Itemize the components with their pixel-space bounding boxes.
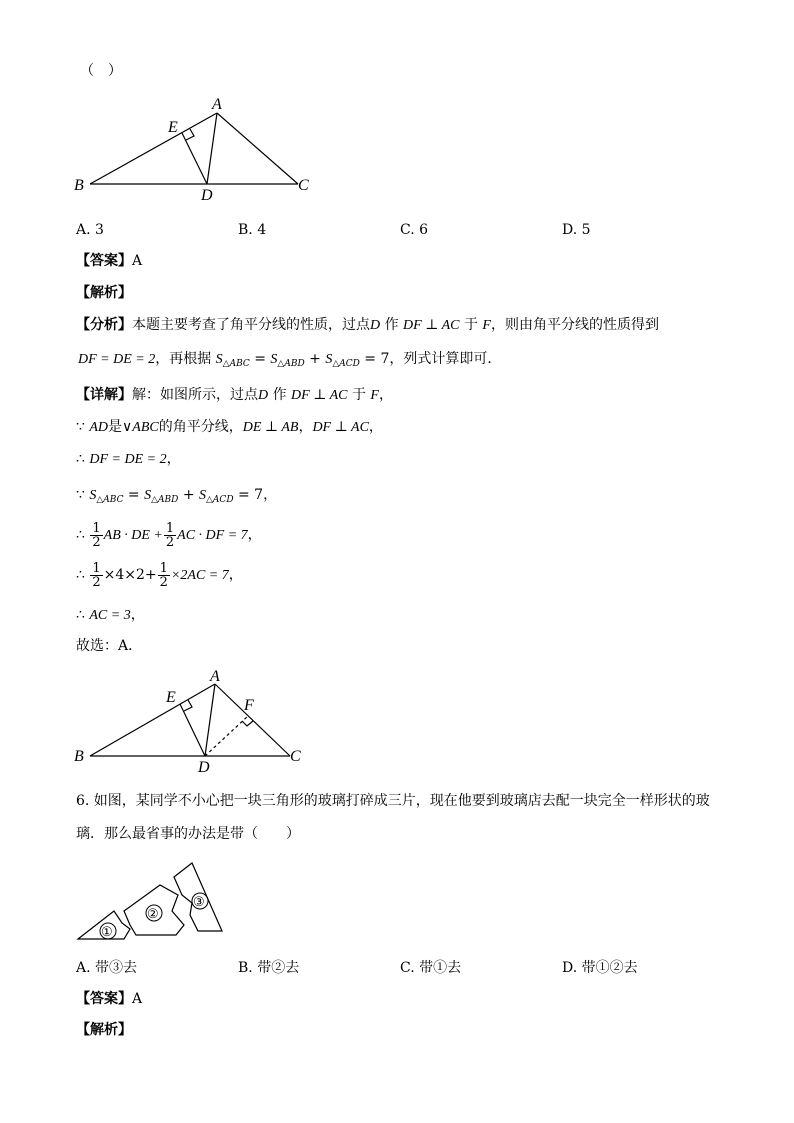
fraction-numerator: 1	[92, 520, 101, 536]
label-A: A	[210, 668, 220, 685]
glass-pieces-figure	[74, 855, 234, 945]
xiangjie-point-f: F	[370, 388, 379, 403]
answer-value: A	[132, 253, 143, 269]
fraction-denominator: 2	[159, 574, 168, 590]
fraction-numerator: 1	[159, 560, 168, 576]
q6-option-d[interactable]: D. 带①②去	[562, 960, 638, 976]
label-C: C	[290, 748, 301, 765]
label-E: E	[166, 689, 176, 706]
step1-de-ab: DE ⊥ AB	[242, 420, 299, 435]
fraction-half	[164, 522, 176, 549]
q6-answer	[76, 990, 142, 1008]
label-D: D	[201, 187, 213, 204]
triangle-figure-2	[70, 664, 320, 776]
q5-step-1	[76, 418, 383, 437]
q5-choice: 故选：A．	[76, 638, 143, 654]
because-symbol: ∵	[76, 419, 85, 435]
step4-end: ，	[247, 527, 262, 543]
q5-step-5	[76, 560, 243, 591]
fenxi-text-3: 于	[463, 317, 478, 333]
fenxi-eq-sign: =	[254, 351, 266, 367]
fraction-half	[158, 562, 170, 589]
fenxi-point-f: F	[482, 318, 491, 333]
segment-AC	[217, 113, 298, 184]
fenxi-sub-acd: △ACD	[332, 359, 360, 369]
fenxi-perp: DF ⊥ AC	[403, 318, 460, 333]
segment-DF-dashed	[205, 716, 248, 756]
label-B: B	[74, 177, 84, 194]
xiangjie-text-4: ，	[378, 387, 393, 403]
label-A: A	[212, 96, 222, 113]
fenxi-eq-dfde: DF = DE = 2	[78, 352, 156, 367]
step5-part-b: ×2AC = 7	[170, 568, 229, 583]
step6-ac: AC = 3	[89, 608, 131, 623]
fraction-half	[90, 522, 102, 549]
fenxi-text-6: ，列式计算即可．	[389, 351, 502, 367]
segment-ED	[182, 133, 207, 184]
fenxi-s-acd: S	[325, 352, 333, 367]
fenxi-s-abc: S	[215, 352, 223, 367]
fraction-numerator: 1	[165, 520, 175, 536]
right-angle-mark-F	[242, 721, 253, 726]
question-bracket: （ ）	[80, 63, 122, 79]
step1-comma: ，	[298, 419, 313, 435]
step1-end: ，	[368, 419, 383, 435]
q5-option-d[interactable]: D. 5	[562, 222, 591, 238]
q6-analysis-tag: 【解析】	[76, 1022, 132, 1038]
xiangjie-tag: 【详解】	[76, 387, 132, 403]
step5-part-a: ×4×2+	[103, 567, 157, 583]
q6-question-line-2: 璃．那么最省事的办法是带（ ）	[76, 826, 300, 842]
q6-option-b[interactable]: B. 带②去	[238, 960, 300, 976]
answer-value: A	[132, 991, 143, 1007]
q5-fenxi-line-2	[78, 350, 501, 373]
step3-s-abc: S	[89, 488, 97, 503]
step3-s-abd: S	[144, 488, 152, 503]
label-F: F	[244, 697, 254, 714]
label-B: B	[74, 748, 84, 765]
step3-sub-abd: △ABD	[151, 495, 179, 505]
fenxi-sub-abd: △ABD	[277, 359, 305, 369]
fraction-numerator: 1	[92, 560, 101, 576]
fenxi-text-1: 本题主要考查了角平分线的性质，过点	[132, 317, 370, 333]
xiangjie-text-2: 作	[272, 387, 287, 403]
segment-ED	[180, 704, 205, 756]
step3-end: ，	[263, 487, 278, 503]
xiangjie-point-d: D	[258, 388, 269, 403]
q5-option-a[interactable]: A. 3	[76, 222, 104, 238]
segment-BA	[90, 684, 215, 756]
q5-xiangjie-line-1	[76, 386, 393, 405]
q6-option-c[interactable]: C. 带①去	[400, 960, 462, 976]
step4-ab-de: AB · DE +	[103, 528, 163, 543]
therefore-symbol: ∴	[76, 527, 85, 543]
fenxi-s-abd: S	[270, 352, 278, 367]
segment-AD	[205, 684, 215, 756]
therefore-symbol: ∴	[76, 567, 85, 583]
step1-text-2: 的角平分线，	[158, 419, 243, 435]
q5-step-3	[76, 486, 277, 509]
segment-AD	[207, 113, 217, 184]
step5-end: ，	[228, 567, 243, 583]
q6-option-a[interactable]: A. 带③去	[76, 960, 138, 976]
step3-eq-seven: = 7	[238, 487, 264, 503]
answer-tag: 【答案】	[76, 991, 132, 1007]
step2-end: ，	[166, 451, 181, 467]
step1-text-1: 是	[108, 419, 123, 435]
segment-AC	[215, 684, 290, 756]
q5-fenxi-line-1	[76, 316, 659, 335]
q5-step-4	[76, 520, 262, 551]
fenxi-text-5: ，再根据	[155, 351, 212, 367]
therefore-symbol: ∴	[76, 607, 85, 623]
step3-plus-sign: +	[182, 487, 195, 503]
answer-tag: 【答案】	[76, 253, 132, 269]
q5-step-6	[76, 606, 145, 625]
label-D: D	[198, 759, 210, 776]
step3-eq-sign: =	[127, 487, 140, 503]
step1-ad: AD	[89, 420, 109, 435]
fenxi-point-d: D	[370, 318, 381, 333]
segment-BA	[90, 113, 217, 184]
fenxi-plus-sign: +	[309, 351, 321, 367]
q5-answer	[76, 252, 142, 270]
fraction-denominator: 2	[165, 534, 175, 550]
label-E: E	[168, 119, 178, 136]
fenxi-text-2: 作	[384, 317, 399, 333]
piece-label-3: ③	[193, 894, 205, 909]
piece-label-1: ①	[101, 924, 113, 939]
fraction-denominator: 2	[92, 534, 101, 550]
fenxi-tag: 【分析】	[76, 317, 132, 333]
fenxi-eq-seven: = 7	[364, 351, 390, 367]
q5-step-2	[76, 450, 181, 469]
therefore-symbol: ∴	[76, 451, 85, 467]
because-symbol: ∵	[76, 487, 85, 503]
fenxi-sub-abc: △ABC	[222, 359, 250, 369]
label-C: C	[298, 177, 309, 194]
step3-sub-acd: △ACD	[206, 495, 234, 505]
q6-question-line-1: 6. 如图，某同学不小心把一块三角形的玻璃打碎成三片，现在他要到玻璃店去配一块完全一样形状的玻	[76, 793, 710, 809]
xiangjie-perp: DF ⊥ AC	[291, 388, 348, 403]
xiangjie-text-1: 解：如图所示，过点	[132, 387, 258, 403]
step3-s-acd: S	[199, 488, 207, 503]
step3-sub-abc: △ABC	[96, 495, 124, 505]
q5-option-c[interactable]: C. 6	[400, 222, 429, 238]
right-angle-mark-E	[186, 129, 194, 140]
step1-triangle: ∨ABC	[122, 420, 159, 435]
piece-label-2: ②	[147, 906, 159, 921]
fenxi-text-4: ，则由角平分线的性质得到	[490, 317, 659, 333]
q5-option-b[interactable]: B. 4	[238, 222, 267, 238]
triangle-figure-1	[70, 92, 320, 204]
fraction-denominator: 2	[92, 574, 101, 590]
step4-ac-df: AC · DF = 7	[177, 528, 248, 543]
xiangjie-text-3: 于	[351, 387, 366, 403]
q5-analysis-tag: 【解析】	[76, 285, 132, 301]
step2-eq: DF = DE = 2	[89, 452, 167, 467]
step1-df-ac: DF ⊥ AC	[312, 420, 369, 435]
fraction-half	[90, 562, 102, 589]
step6-end: ，	[130, 607, 145, 623]
